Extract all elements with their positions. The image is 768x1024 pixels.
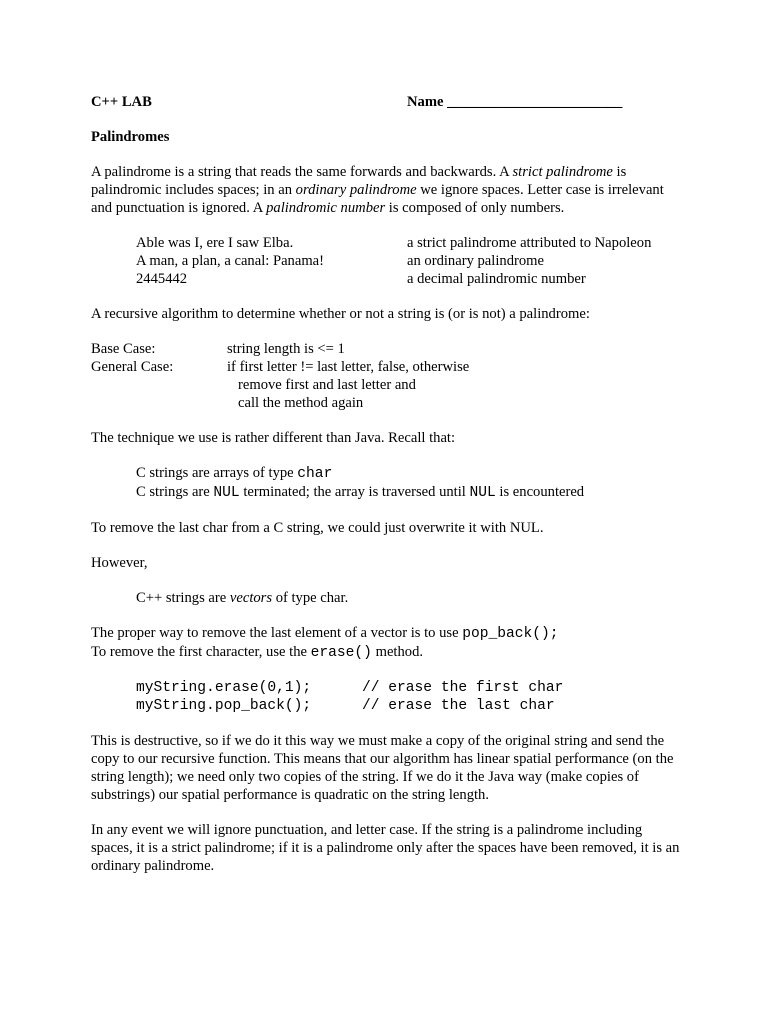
- algorithm-intro: A recursive algorithm to determine whether or not a string is (or is not) a palindrome:: [91, 306, 590, 322]
- code-line: [91, 697, 681, 715]
- proper-way-line-1: The proper way to remove the last element of a vector is to use pop_back();: [91, 625, 559, 642]
- code-line: [91, 679, 681, 697]
- code-block: [91, 679, 681, 715]
- cstrings-notes: [91, 464, 681, 502]
- general-case-value: if first letter != last letter, false, otherwise: [227, 359, 470, 375]
- general-case-row: [91, 358, 681, 376]
- header: [91, 93, 681, 111]
- cpp-strings-line: C++ strings are vectors of type char.: [136, 590, 349, 606]
- code-statement: myString.erase(0,1);: [136, 680, 312, 696]
- example-row: [91, 234, 681, 252]
- name-field-label: Name ________________________: [407, 94, 623, 110]
- final-paragraph: In any event we will ignore punctuation, and letter case. If the string is a palindrome including spaces, it is a strict palindrome; if it is a palindrome only after the spaces have been removed, it is an ordinary palindrome.: [91, 822, 680, 874]
- intro-paragraph: A palindrome is a string that reads the same forwards and backwards. A strict palindrome is palindromic includes spaces; in an ordinary palindrome we ignore spaces. Letter case is irrelevant and punctuation is ignored. A palindromic number is composed of only numbers.: [91, 164, 664, 216]
- general-case-step: remove first and last letter and: [238, 377, 416, 393]
- cstrings-line-1: C strings are arrays of type char: [136, 465, 333, 482]
- code-comment: // erase the first char: [362, 680, 564, 696]
- base-case-value: string length is <= 1: [227, 341, 345, 357]
- algorithm-definition: [91, 340, 681, 412]
- document-page: [91, 93, 681, 875]
- example-text: A man, a plan, a canal: Panama!: [136, 253, 325, 269]
- destructive-paragraph: This is destructive, so if we do it this way we must make a copy of the original string and send the copy to our recursive function. This means that our algorithm has linear spatial performance (on the string length); we need only two copies of the string. If we do it the Java way (make copies of substrings) our spatial performance is quadratic on the string length.: [91, 733, 674, 803]
- example-row: [91, 252, 681, 270]
- example-text: 2445442: [136, 271, 188, 287]
- however-paragraph: However,: [91, 555, 148, 571]
- cstrings-line-2: C strings are NUL terminated; the array is traversed until NUL is encountered: [136, 484, 585, 501]
- proper-way-line-2: To remove the first character, use the erase() method.: [91, 644, 424, 661]
- lab-title: C++ LAB: [91, 94, 152, 110]
- example-description: a strict palindrome attributed to Napoleon: [407, 235, 652, 251]
- general-case-step: call the method again: [238, 395, 364, 411]
- example-text: Able was I, ere I saw Elba.: [136, 235, 294, 251]
- general-case-label: General Case:: [91, 359, 174, 375]
- base-case-label: Base Case:: [91, 341, 156, 357]
- example-description: a decimal palindromic number: [407, 271, 586, 287]
- base-case-row: [91, 340, 681, 358]
- examples-list: [91, 234, 681, 288]
- code-comment: // erase the last char: [362, 698, 555, 714]
- section-title: Palindromes: [91, 129, 170, 145]
- example-row: [91, 270, 681, 288]
- example-description: an ordinary palindrome: [407, 253, 544, 269]
- remove-last-paragraph: To remove the last char from a C string, we could just overwrite it with NUL.: [91, 520, 544, 536]
- technique-paragraph: The technique we use is rather different than Java. Recall that:: [91, 430, 456, 446]
- code-statement: myString.pop_back();: [136, 698, 312, 714]
